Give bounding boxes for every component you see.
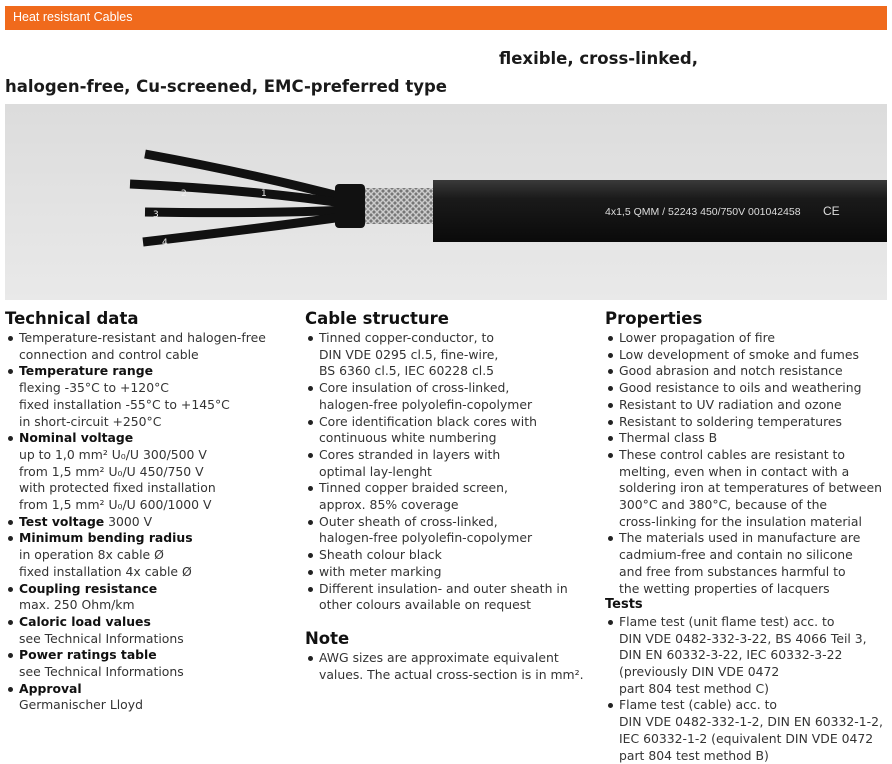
item-label: Temperature range <box>19 363 154 379</box>
item-text: see Technical Informations <box>19 664 184 680</box>
technical-data-section <box>5 308 300 714</box>
subtitle-line-1: flexible, cross-linked, <box>499 49 698 68</box>
item-label: Caloric load values <box>19 613 151 629</box>
item-text: in operation 8x cable Ø fixed installation 4x cable Ø <box>19 547 192 579</box>
item-text: Core identification black cores with continuous white numbering <box>319 413 537 446</box>
cable-structure-section <box>305 308 600 683</box>
core-number: 1 <box>261 189 267 199</box>
item-text: Flame test (unit flame test) acc. to DIN VDE 0482-332-3-22, BS 4066 Teil 3, DIN EN 60332-3-22, IEC 60332-3-22 (previously DIN VDE 0472 part 804 test method C) <box>619 613 867 696</box>
item-text: Outer sheath of cross-linked, halogen-free polyolefin-copolymer <box>319 513 533 546</box>
note-heading: Note <box>305 628 350 648</box>
braided-screen <box>365 188 435 224</box>
item-text: up to 1,0 mm² U₀/U 300/500 V from 1,5 mm² U₀/U 450/750 V with protected fixed installation from 1,5 mm² U₀/U 600/1000 V <box>19 446 216 513</box>
cable-sleeve <box>335 184 365 228</box>
note-list <box>305 650 600 683</box>
tests-heading: Tests <box>605 597 643 613</box>
list-item <box>305 650 600 683</box>
list-item <box>305 564 600 581</box>
cable-photo <box>5 104 887 300</box>
list-item <box>5 530 300 580</box>
list-item <box>5 363 300 430</box>
item-text: Flame test (cable) acc. to DIN VDE 0482-332-1-2, DIN EN 60332-1-2, IEC 60332-1-2 (equivalent DIN VDE 0472 part 804 test method B) <box>619 697 883 763</box>
tests-list <box>605 614 892 764</box>
item-text: Good abrasion and notch resistance <box>619 363 843 379</box>
item-label: Power ratings table <box>19 647 157 663</box>
item-text: with meter marking <box>319 563 442 579</box>
list-item <box>605 363 892 380</box>
item-text: Low development of smoke and fumes <box>619 346 859 362</box>
properties-heading: Properties <box>605 309 703 328</box>
item-label: Approval <box>19 680 82 696</box>
subtitle-line-2: halogen-free, Cu-screened, EMC-preferred type <box>5 77 447 96</box>
ce-mark: CE <box>823 204 840 218</box>
technical-data-heading: Technical data <box>5 309 139 328</box>
list-item <box>305 330 600 380</box>
item-text: see Technical Informations <box>19 630 184 646</box>
list-item <box>5 514 300 531</box>
item-text: Different insulation- and outer sheath in other colours available on request <box>319 580 568 613</box>
item-text: The materials used in manufacture are cadmium-free and contain no silicone and free from substances harmful to the wetting properties of lacquers <box>619 530 861 596</box>
item-text: AWG sizes are approximate equivalent values. The actual cross-section is in mm². <box>319 649 584 682</box>
item-text: Good resistance to oils and weathering <box>619 380 862 396</box>
cable-structure-heading: Cable structure <box>305 309 449 328</box>
list-item <box>605 697 892 764</box>
list-item <box>305 414 600 447</box>
item-text: 3000 V <box>104 513 153 529</box>
list-item <box>305 447 600 480</box>
sheath-print: 4x1,5 QMM / 52243 450/750V 001042458 <box>605 206 801 218</box>
list-item <box>5 647 300 680</box>
list-item <box>605 530 892 597</box>
item-text: Core insulation of cross-linked, halogen-free polyolefin-copolymer <box>319 380 533 412</box>
item-text: Resistant to UV radiation and ozone <box>619 396 842 412</box>
list-item <box>605 380 892 397</box>
list-item <box>605 447 892 531</box>
list-item <box>5 681 300 714</box>
list-item <box>305 547 600 564</box>
item-text: Resistant to soldering temperatures <box>619 413 843 429</box>
list-item <box>605 414 892 431</box>
list-item <box>5 330 300 363</box>
list-item <box>5 581 300 614</box>
core-number: 2 <box>181 189 187 199</box>
properties-section <box>605 308 892 764</box>
list-item <box>605 330 892 347</box>
category-title: Heat resistant Cables <box>13 10 133 24</box>
category-header-bar <box>5 6 887 30</box>
item-label: Coupling resistance <box>19 580 158 596</box>
item-text: Thermal class B <box>619 430 718 446</box>
list-item <box>305 480 600 513</box>
item-label: Nominal voltage <box>19 430 134 446</box>
item-text: max. 250 Ohm/km <box>19 597 135 613</box>
list-item <box>305 380 600 413</box>
core-number: 3 <box>153 210 159 220</box>
item-text: Temperature-resistant and halogen-free connection and control cable <box>19 330 266 362</box>
item-text: Tinned copper-conductor, to DIN VDE 0295 cl.5, fine-wire, BS 6360 cl.5, IEC 60228 cl.5 <box>319 330 499 379</box>
list-item <box>605 397 892 414</box>
item-text: flexing -35°C to +120°C fixed installation -55°C to +145°C in short-circuit +250°C <box>19 380 230 429</box>
item-text: Cores stranded in layers with optimal lay-lenght <box>319 446 501 479</box>
item-label: Minimum bending radius <box>19 530 193 546</box>
list-item <box>5 430 300 514</box>
item-text: Tinned copper braided screen, approx. 85% coverage <box>319 480 508 513</box>
core-number: 4 <box>162 238 168 248</box>
item-text: Sheath colour black <box>319 547 442 563</box>
technical-data-list <box>5 330 300 714</box>
cable-structure-list <box>305 330 600 614</box>
item-label: Test voltage <box>19 513 105 529</box>
list-item <box>5 614 300 647</box>
list-item <box>605 614 892 698</box>
list-item <box>305 581 600 614</box>
properties-list <box>605 330 892 597</box>
list-item <box>605 430 892 447</box>
list-item <box>605 347 892 364</box>
item-text: Lower propagation of fire <box>619 330 776 345</box>
item-text: These control cables are resistant to melting, even when in contact with a soldering iron at temperatures of between 300°C and 380°C, because of the cross-linking for the insulation material <box>619 446 882 529</box>
item-text: Germanischer Lloyd <box>19 697 143 713</box>
list-item <box>305 514 600 547</box>
